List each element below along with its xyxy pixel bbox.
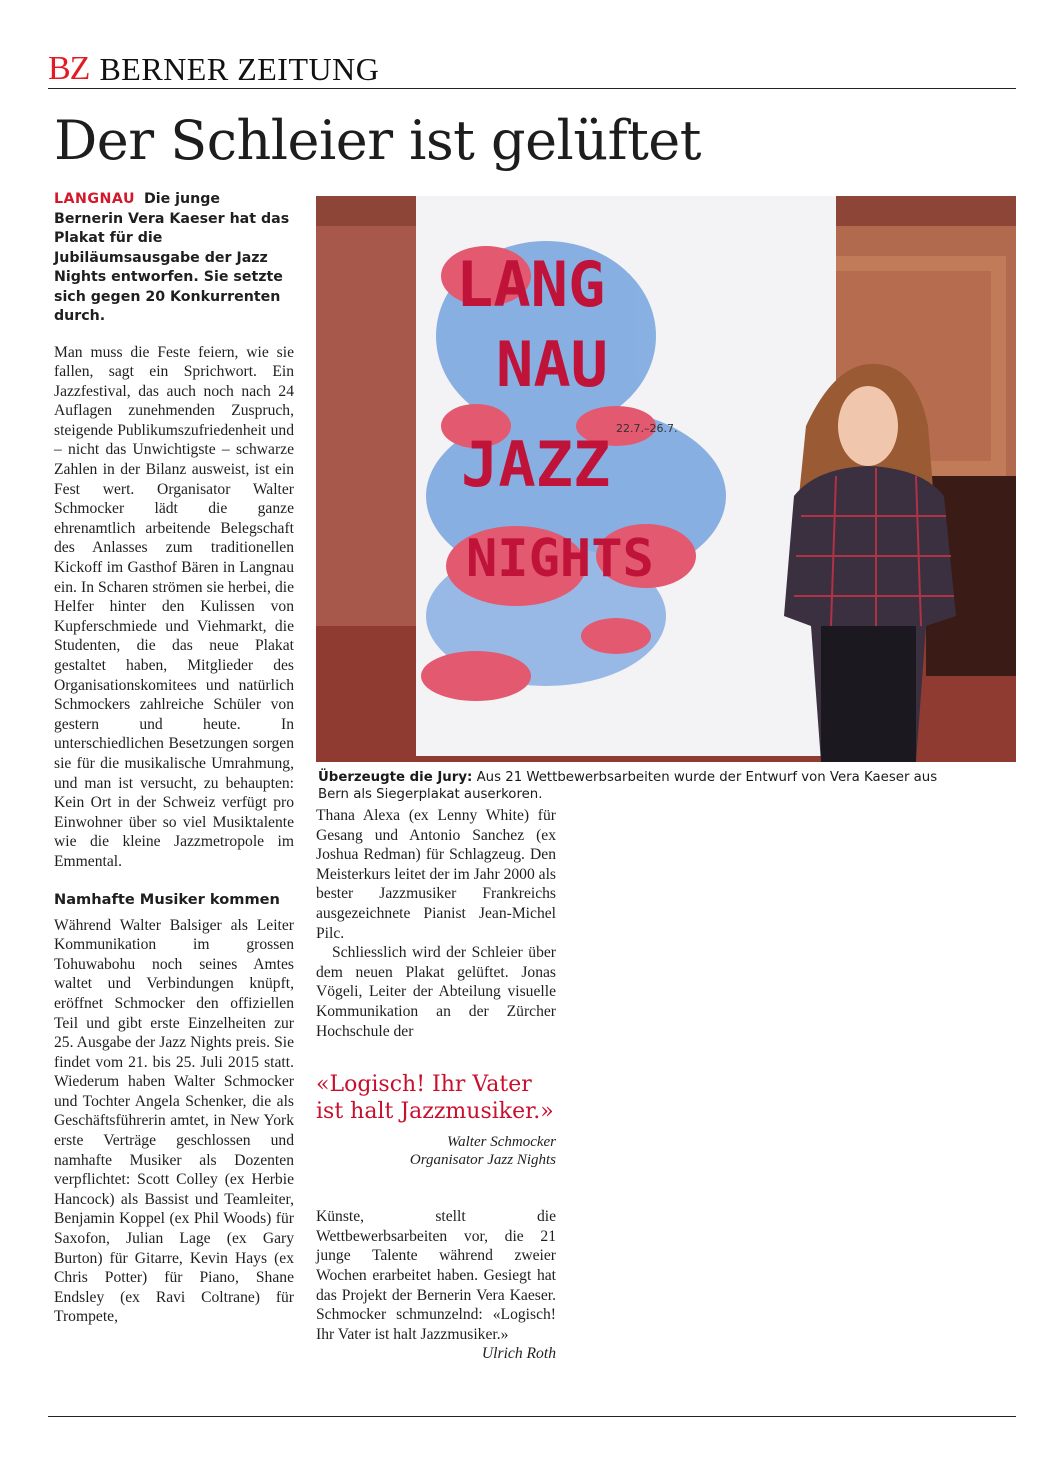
subheading: Namhafte Musiker kommen [54, 890, 280, 908]
quote-author: Walter Schmocker [447, 1134, 556, 1151]
byline: Ulrich Roth [481, 1345, 556, 1363]
bz-logo: BZ [48, 50, 90, 87]
body-paragraph-1: Man muss die Feste feiern, wie sie fallen, sagt ein Sprichwort. Ein Jazzfestival, das auch noch nach 24 Auflagen zunehmenden Zuspruch, steigende Publikumszufriedenheit und – nicht das Unwichtigste – schwarze Zahlen in der Bilanz ausweist, ist ein Fest wert. Organisator Walter Schmocker lädt die ganze ehrenamtlich arbeitende Belegschaft des Anlasses zum traditionellen Kickoff im Gasthof Bären in Langnau ein. In Scharen strömen sie herbei, die Helfer hinter den Kulissen von Kupferschmiede und Viehmarkt, die Studenten, die das neue Plakat gestaltet haben, Mitglieder des Organisationskomitees und natürlich Schmockers zahlreiche Schüler von gestern und heute. In unterschiedlichen Besetzungen sorgen sie für die musikalische Umrahmung, und man ist versucht, zu behaupten: Kein Ort in der Schweiz verfügt pro Einwohner über so viel Musiktalente wie die kleine Jazzmetropole im Emmental. [54, 343, 294, 870]
article-column-2 [316, 806, 556, 1364]
newspaper-name: BERNER ZEITUNG [99, 51, 380, 87]
poster-dates: 22.7.–26.7. [616, 422, 678, 435]
poster-row-nau: NAU [496, 328, 608, 401]
body-paragraph-5: Künste, stellt die Wettbewerbsarbeiten vor, die 21 junge Talente während zweier Wochen erarbeitet haben. Gesiegt hat das Projekt der Bernerin Vera Kaeser. Schmocker schmunzelnd: «Logisch! Ihr Vater ist halt Jazzmusiker.» [316, 1208, 556, 1343]
poster-row-jazz: JAZZ [461, 428, 611, 501]
headline: Der Schleier ist gelüftet [54, 109, 701, 172]
lead-paragraph [54, 190, 294, 327]
poster-row-nights: NIGHTS [466, 529, 654, 589]
masthead [48, 46, 379, 86]
body-paragraph-4: Schliesslich wird der Schleier über dem neuen Plakat gelüftet. Jonas Vögeli, Leiter der Abteilung visuelle Kommunikation an der Zürcher Hochschule der [316, 944, 556, 1040]
photo-illustration [316, 196, 1016, 762]
lead-text: Die junge Bernerin Vera Kaeser hat das Plakat für die Jubiläumsausgabe der Jazz Nights entworfen. Sie setzte sich gegen 20 Konkurrenten durch. [54, 191, 290, 324]
article-column-1 [54, 190, 294, 1327]
poster-row-lang: LANG [456, 248, 606, 321]
article-photo [316, 196, 1016, 762]
caption-lead: Überzeugte die Jury: [318, 770, 473, 785]
body-paragraph-2: Während Walter Balsiger als Leiter Kommunikation im grossen Tohuwabohu noch seines Amtes waltet und Verbindungen knüpft, eröffnet Schmocker den offiziellen Teil und gibt erste Einzelheiten zur 25. Ausgabe der Jazz Nights preis. Sie findet vom 21. bis 25. Juli 2015 statt. Wiederum haben Walter Schmocker und Tochter Angela Schenker, die als Geschäftsführerin amtet, in New York erste Verträge geschlossen und namhafte Musiker als Dozenten verpflichtet: Scott Colley (ex Herbie Hancock) als Bassist und Teamleiter, Benjamin Koppel (ex Phil Woods) für Saxofon, Julian Lage (ex Gary Burton) für Gitarre, Kevin Hays (ex Chris Potter) für Piano, Shane Endsley (ex Ravi Coltrane) für Trompete, [54, 916, 294, 1326]
quote-role: Organisator Jazz Nights [409, 1152, 556, 1169]
kicker: LANGNAU [54, 191, 135, 207]
caption-text: Aus 21 Wettbewerbsarbeiten wurde der Entwurf von Vera Kaeser aus Bern als Siegerplakat auserkoren. [318, 770, 938, 802]
bottom-rule [48, 1416, 1016, 1417]
photo-caption [318, 769, 970, 803]
byline-row [316, 1344, 556, 1364]
top-rule [48, 88, 1016, 89]
pull-quote: «Logisch! Ihr Vater ist halt Jazzmusiker.» [316, 1072, 554, 1125]
body-paragraph-3: Thana Alexa (ex Lenny White) für Gesang und Antonio Sanchez (ex Joshua Redman) für Schlagzeug. Den Meisterkurs leitet der im Jahr 2000 als bester Jazzmusiker Frankreichs ausgezeichnete Pianist Jean-Michel Pilc. [316, 807, 556, 942]
